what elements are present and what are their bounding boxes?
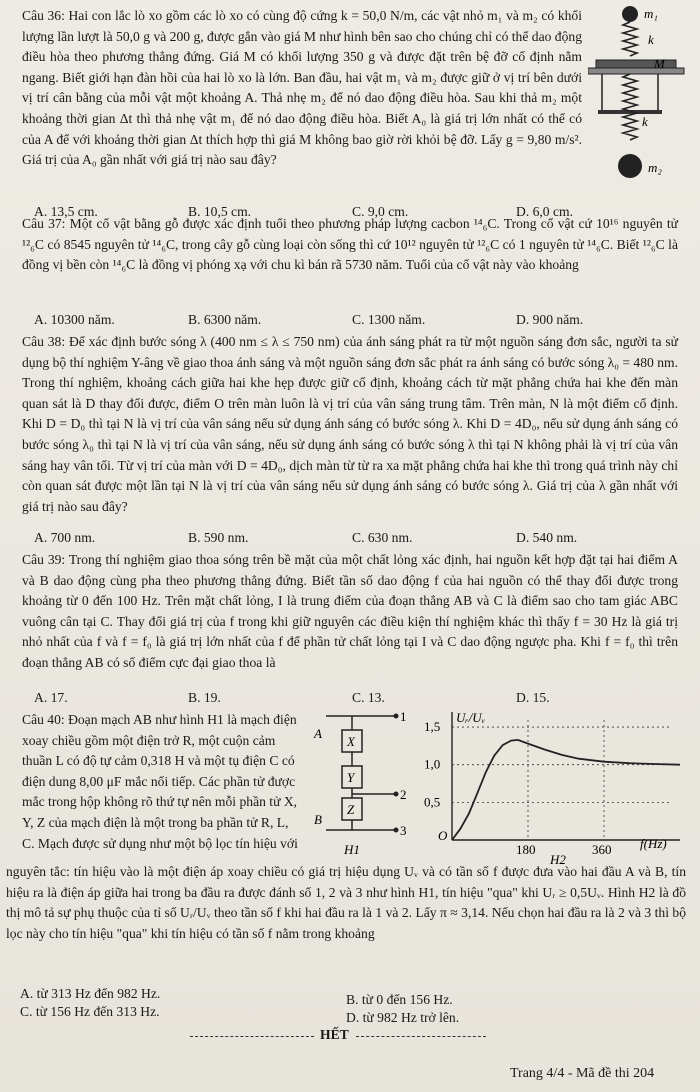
label-k-bottom: k xyxy=(642,114,648,129)
y-tick-label: 0,5 xyxy=(424,794,441,810)
q37-option-d[interactable]: D. 900 năm. xyxy=(516,312,584,327)
question-37-options xyxy=(0,310,700,332)
end-divider-right xyxy=(356,1036,486,1037)
end-marker: HẾT xyxy=(320,1027,349,1042)
q38-option-b[interactable]: B. 590 nm. xyxy=(188,530,249,545)
question-40-text-part1: Câu 40: Đoạn mạch AB như hình H1 là mạch điện xoay chiều gồm một điện trở R, một cuộn cảm thuần L có độ tự cảm 0,318 H và một tụ điện C có điện dung 8,00 μF mắc nối tiếp. Các phần tử được mắc trong hộp không rõ thứ tự nên mỗi phần tử X, Y, Z của mạch điện là một trong ba phần tử R, L, C. Mạch được sử dụng như một bộ lọc tín hiệu với xyxy=(22,712,298,851)
question-40-body xyxy=(6,862,686,944)
q39-option-b[interactable]: B. 19. xyxy=(188,690,221,705)
y-axis-label: Uᵣ/Uᵥ xyxy=(456,710,486,725)
label-m2: m₂ xyxy=(648,160,662,175)
question-38-text: Câu 38: Để xác định bước sóng λ (400 nm ≤ λ ≤ 750 nm) của ánh sáng phát ra từ một nguồn sáng đơn sắc, người ta sử dụng bộ thí nghiệm Y-âng về giao thoa ánh sáng và một nguồn sáng đơn sắc phát ra ánh sáng có bước sóng λ₀ = 480 nm. Trong thí nghiệm, khoảng cách giữa hai khe hẹp được giữ cố định, khoảng cách từ mặt phẳng chứa hai khe đến màn quan sát là D thay đổi được, điểm O trên màn luôn là vị trí của vân sáng trung tâm. Trên màn, N là một điểm cố định. Khi D = D₀ thì tại N là vị trí của vân sáng nếu sử dụng ánh sáng có bước sóng λ. Khi D = 4D₀, nếu sử dụng ánh sáng có bước sóng λ₀ thì tại N là vị trí của vân sáng, nếu sử dụng ánh sáng có bước sóng λ thì tại N không phải là vị trí của vân sáng hay vân tối. Từ vị trí của màn với D = 4D₀, dịch màn từ từ ra xa mặt phẳng chứa hai khe thì trong quá trình này chỉ còn quan sát được một lần tại N là vị trí của vân sáng nếu sử dụng ánh sáng có bước sóng λ. Giá trị của λ gần nhất với giá trị nào sau đây? xyxy=(22,334,678,514)
q39-option-a[interactable]: A. 17. xyxy=(34,690,68,705)
y-tick-label: 1,5 xyxy=(424,719,441,735)
question-38 xyxy=(22,332,678,517)
q38-option-c[interactable]: C. 630 nm. xyxy=(352,530,413,545)
q40-option-c[interactable]: C. từ 156 Hz đến 313 Hz. xyxy=(20,1004,160,1019)
svg-text:Z: Z xyxy=(347,802,355,817)
base-support xyxy=(588,68,684,74)
q38-option-a[interactable]: A. 700 nm. xyxy=(34,530,96,545)
circuit-figure-h1 xyxy=(306,710,418,860)
spring-top xyxy=(623,22,637,56)
q36-option-d[interactable]: D. 6,0 cm. xyxy=(516,204,574,219)
terminal-2: 2 xyxy=(400,787,407,802)
q36-option-b[interactable]: B. 10,5 cm. xyxy=(188,204,252,219)
spring-bottom xyxy=(623,74,637,140)
question-40-text-part2: nguyên tắc: tín hiệu vào là một điện áp xoay chiều có giá trị hiệu dụng Uᵥ và có tần số f được đưa vào hai đầu A và B, tín hiệu ra là điện áp giữa hai trong ba đầu ra được đánh số 1, 2 và 3 như hình H1, tín hiệu "qua" khi Uᵣ ≥ 0,5Uᵥ. Hình H2 là đồ thị mô tả sự phụ thuộc của tỉ số Uᵣ/Uᵥ theo tần số f khi hai đầu ra là 1 và 2. Lấy π ≈ 3,14. Nếu chọn hai đầu ra là 2 và 3 thì bộ lọc này cho tín hiệu "qua" khi tín hiệu có tần số f nằm trong khoảng xyxy=(6,864,686,941)
q37-option-b[interactable]: B. 6300 năm. xyxy=(188,312,262,327)
x-tick-label: 180 xyxy=(516,842,536,857)
response-graph-h2 xyxy=(418,706,688,866)
q36-option-c[interactable]: C. 9,0 cm. xyxy=(352,204,409,219)
question-36-text: Câu 36: Hai con lắc lò xo gồm các lò xo có cùng độ cứng k = 50,0 N/m, các vật nhỏ m₁ và m₂ có khối lượng lần lượt là 50,0 g và 200 g, được gắn vào giá M như hình bên sao cho chúng chỉ có thể dao động điều hòa theo phương thẳng đứng. Giá M có khối lượng 350 g và được đặt trên bệ đỡ cố định nằm ngang. Biết giới hạn đàn hồi của hai lò xo là lớn. Ban đầu, hai vật m₁ và m₂ được giữ ở vị trí bên dưới vị trí cân bằng của mỗi vật một khoảng A. Thả nhẹ m₂ để nó dao động điều hòa. Sau khi thả m₂ một khoảng thời gian Δt thì thả nhẹ vật m₁ để nó dao động điều hòa. Biết A₀ là giá trị lớn nhất có thể có của A để với khoảng thời gian Δt thích hợp thì giá M không bao giờ rời khỏi bệ đỡ. Lấy g = 9,80 m/s². Giá trị của A₀ gần nhất với giá trị nào sau đây? xyxy=(22,8,582,168)
response-curve xyxy=(452,740,680,840)
h2-caption: H2 xyxy=(550,852,566,866)
node-B: B xyxy=(314,812,322,827)
q39-option-d[interactable]: D. 15. xyxy=(516,690,550,705)
question-36 xyxy=(22,6,582,171)
q38-option-d[interactable]: D. 540 nm. xyxy=(516,530,578,545)
q37-option-a[interactable]: A. 10300 năm. xyxy=(34,312,115,327)
x-axis-label: f(Hz) xyxy=(640,836,667,851)
origin-label: O xyxy=(438,828,448,843)
terminal-1: 1 xyxy=(400,710,407,724)
question-39 xyxy=(22,550,678,674)
svg-text:Y: Y xyxy=(347,770,355,785)
label-M: M xyxy=(654,56,665,71)
question-38-options xyxy=(0,528,700,550)
question-40-options xyxy=(0,984,700,1026)
node-A: A xyxy=(314,726,322,741)
spring-system-figure xyxy=(588,2,696,190)
q37-option-c[interactable]: C. 1300 năm. xyxy=(352,312,426,327)
h1-caption: H1 xyxy=(344,842,360,857)
question-37-text: Câu 37: Một cổ vật bằng gỗ được xác định tuổi theo phương pháp lượng cacbon ¹⁴₆C. Trong cổ vật cứ 10¹⁶ nguyên tử ¹²₆C có 8545 nguyên tử ¹⁴₆C, trong cây gỗ cùng loại còn sống thì cứ 10¹² nguyên tử ¹²₆C có 1 nguyên tử ¹⁴₆C. Biết ¹²₆C là đồng vị bền còn ¹⁴₆C là đồng vị phóng xạ với chu kì bán rã 5730 năm. Tuổi của cổ vật này vào khoảng xyxy=(22,216,678,273)
x-tick-label: 360 xyxy=(592,842,612,857)
end-divider-left xyxy=(190,1036,314,1037)
q40-option-b[interactable]: B. từ 0 đến 156 Hz. xyxy=(346,992,453,1007)
question-40-intro xyxy=(22,710,304,854)
q40-option-d[interactable]: D. từ 982 Hz trở lên. xyxy=(346,1010,460,1025)
q36-option-a[interactable]: A. 13,5 cm. xyxy=(34,204,98,219)
y-tick-label: 1,0 xyxy=(424,756,441,772)
q40-option-a[interactable]: A. từ 313 Hz đến 982 Hz. xyxy=(20,986,161,1001)
svg-text:X: X xyxy=(347,734,355,749)
q39-option-c[interactable]: C. 13. xyxy=(352,690,385,705)
question-37 xyxy=(22,214,678,276)
mass-m2 xyxy=(618,154,642,178)
mass-m1 xyxy=(622,6,638,22)
page-footer: Trang 4/4 - Mã đề thi 204 xyxy=(510,1066,655,1081)
label-k-top: k xyxy=(648,32,654,47)
label-m1: m₁ xyxy=(644,6,658,21)
terminal-3: 3 xyxy=(400,823,407,838)
question-39-text: Câu 39: Trong thí nghiệm giao thoa sóng trên bề mặt của một chất lỏng xác định, hai nguồn kết hợp đặt tại hai điểm A và B dao động cùng pha theo phương thẳng đứng. Biết tần số dao động f của hai nguồn có thể thay đổi được trong khoảng từ 0 đến 100 Hz. Trên mặt chất lỏng, I là trung điểm của đoạn thẳng AB và C là điểm sao cho tam giác ABC vuông cân tại C. Thay đổi giá trị của f trong khi giữ nguyên các điều kiện thí nghiệm khác thì thấy f = 30 Hz là giá trị nhỏ nhất của f và f = f₀ là giá trị lớn nhất của f để phần tử chất lỏng tại I và C dao động ngược pha. Khi f = f₀ thì trên đoạn thẳng AB có số điểm cực đại giao thoa là xyxy=(22,552,678,670)
